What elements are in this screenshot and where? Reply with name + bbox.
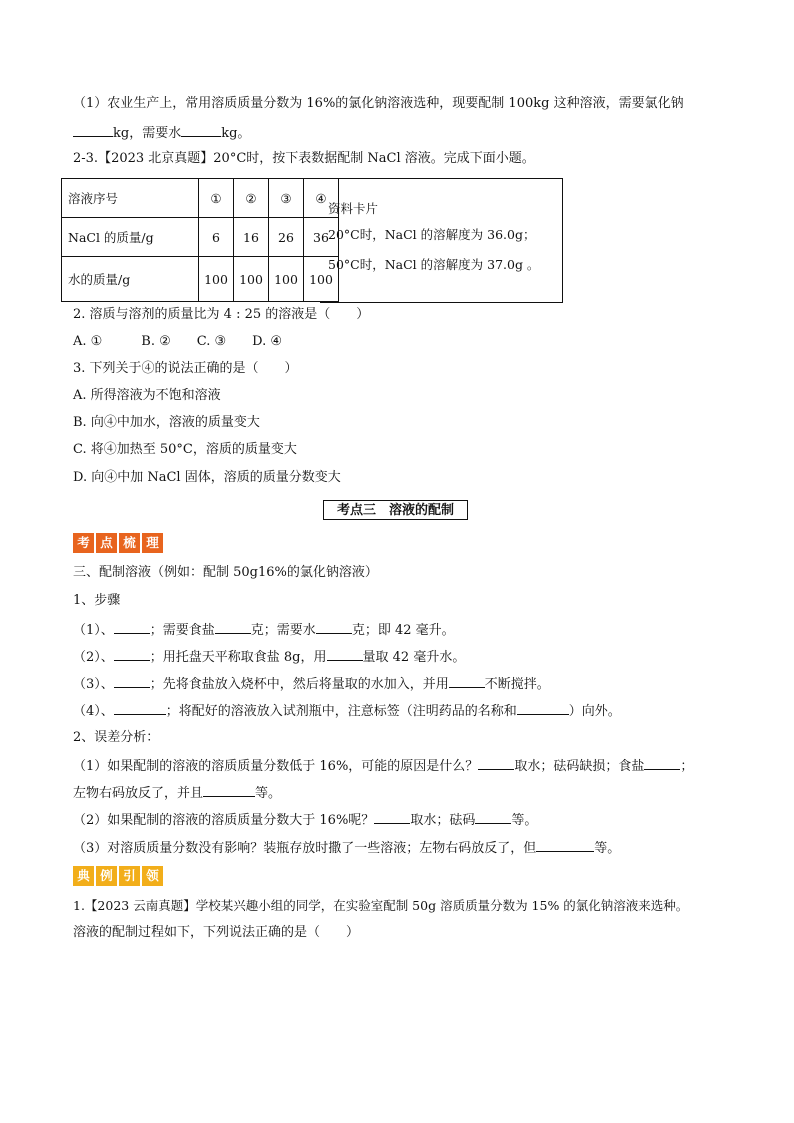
info-card-line1: 20°C时，NaCl 的溶解度为 36.0g；: [328, 227, 536, 242]
nacl-data-table: [61, 178, 339, 302]
step-2: （2）、 ；用托盘天平称取食盐 8g，用 量取 42 毫升水。: [73, 647, 465, 667]
answer-blank[interactable]: [374, 810, 410, 824]
tag-char: 领: [142, 866, 163, 886]
tag-char: 考: [73, 533, 94, 553]
error-analysis-title: 2、误差分析：: [73, 730, 160, 745]
table-cell: 36: [304, 218, 339, 257]
answer-blank[interactable]: [114, 620, 150, 634]
answer-blank[interactable]: [644, 756, 680, 770]
tag-example: [73, 866, 163, 886]
table-cell: 水的质量/g: [62, 257, 199, 302]
table-cell: 100: [199, 257, 234, 302]
answer-blank[interactable]: [517, 701, 569, 715]
answer-blank[interactable]: [181, 123, 221, 137]
table-cell: ③: [269, 179, 304, 218]
question-2: 2. 溶质与溶剂的质量比为 4 : 25 的溶液是（ ）: [73, 307, 370, 322]
table-cell: 100: [304, 257, 339, 302]
info-card: [320, 178, 563, 303]
error-1: （1）如果配制的溶液的溶质质量分数低于 16%，可能的原因是什么？ 取水；砝码缺损；食盐 ；: [73, 756, 693, 776]
tag-char: 典: [73, 866, 94, 886]
answer-blank[interactable]: [316, 620, 352, 634]
tag-char: 理: [142, 533, 163, 553]
tag-char: 例: [96, 866, 117, 886]
table-cell: 6: [199, 218, 234, 257]
error-2: （2）如果配制的溶液的溶质质量分数大于 16%呢？ 取水；砝码 等。: [73, 810, 537, 830]
tag-char: 点: [96, 533, 117, 553]
q1-line2: kg，需要水 kg。: [73, 123, 250, 143]
table-cell: ②: [234, 179, 269, 218]
question-3-option-c: C. 将④加热至 50°C，溶质的质量变大: [73, 442, 297, 457]
example-1-line1: 1.【2023 云南真题】学校某兴趣小组的同学，在实验室配制 50g 溶质质量分数为 15% 的氯化钠溶液来选种。: [73, 898, 689, 913]
question-3-option-d: D. 向④中加 NaCl 固体，溶质的质量分数变大: [73, 470, 341, 485]
answer-blank[interactable]: [478, 756, 514, 770]
question-3-option-b: B. 向④中加水，溶液的质量变大: [73, 415, 260, 430]
answer-blank[interactable]: [73, 123, 113, 137]
answer-blank[interactable]: [536, 838, 594, 852]
table-row: [62, 179, 339, 218]
error-3: （3）对溶质质量分数没有影响？装瓶存放时撒了一些溶液；左物右码放反了，但 等。: [73, 838, 620, 858]
table-cell: 26: [269, 218, 304, 257]
answer-blank[interactable]: [215, 620, 251, 634]
table-cell: 100: [234, 257, 269, 302]
answer-blank[interactable]: [475, 810, 511, 824]
table-cell: 溶液序号: [62, 179, 199, 218]
answer-blank[interactable]: [449, 674, 485, 688]
error-1-cont: 左物右码放反了，并且 等。: [73, 783, 281, 803]
step-4: （4）、 ；将配好的溶液放入试剂瓶中，注意标签（注明药品的名称和 ）向外。: [73, 701, 621, 721]
question-3-option-a: A. 所得溶液为不饱和溶液: [73, 388, 221, 403]
table-cell: 100: [269, 257, 304, 302]
tag-char: 引: [119, 866, 140, 886]
table-cell: ①: [199, 179, 234, 218]
question-2-options: A. ① B. ② C. ③ D. ④: [73, 334, 283, 349]
tag-char: 梳: [119, 533, 140, 553]
table-cell: 16: [234, 218, 269, 257]
step-1: （1）、 ；需要食盐 克；需要水 克；即 42 毫升。: [73, 620, 455, 640]
table-cell: ④: [304, 179, 339, 218]
info-card-title: 资料卡片: [328, 201, 379, 216]
section3-title: 三、配制溶液（例如：配制 50g16%的氯化钠溶液）: [73, 565, 378, 580]
example-1-line2: 溶液的配制过程如下，下列说法正确的是（ ）: [73, 925, 360, 940]
info-card-line2: 50°C时，NaCl 的溶解度为 37.0g 。: [328, 257, 540, 272]
steps-title: 1、步骤: [73, 593, 121, 608]
q23-intro: 2-3.【2023 北京真题】20°C时，按下表数据配制 NaCl 溶液。完成下面小题。: [73, 151, 535, 166]
answer-blank[interactable]: [203, 783, 255, 797]
step-3: （3）、 ；先将食盐放入烧杯中，然后将量取的水加入，并用 不断搅拌。: [73, 674, 550, 694]
table-row: [62, 257, 339, 302]
question-3: 3. 下列关于④的说法正确的是（ ）: [73, 361, 298, 376]
answer-blank[interactable]: [114, 701, 166, 715]
tag-review: [73, 533, 163, 553]
answer-blank[interactable]: [114, 674, 150, 688]
q1-line1: （1）农业生产上，常用溶质质量分数为 16%的氯化钠溶液选种，现要配制 100kg 这种溶液，需要氯化钠: [73, 96, 684, 111]
topic-heading: 考点三 溶液的配制: [323, 500, 468, 520]
table-cell: NaCl 的质量/g: [62, 218, 199, 257]
table-row: [62, 218, 339, 257]
answer-blank[interactable]: [327, 647, 363, 661]
answer-blank[interactable]: [114, 647, 150, 661]
